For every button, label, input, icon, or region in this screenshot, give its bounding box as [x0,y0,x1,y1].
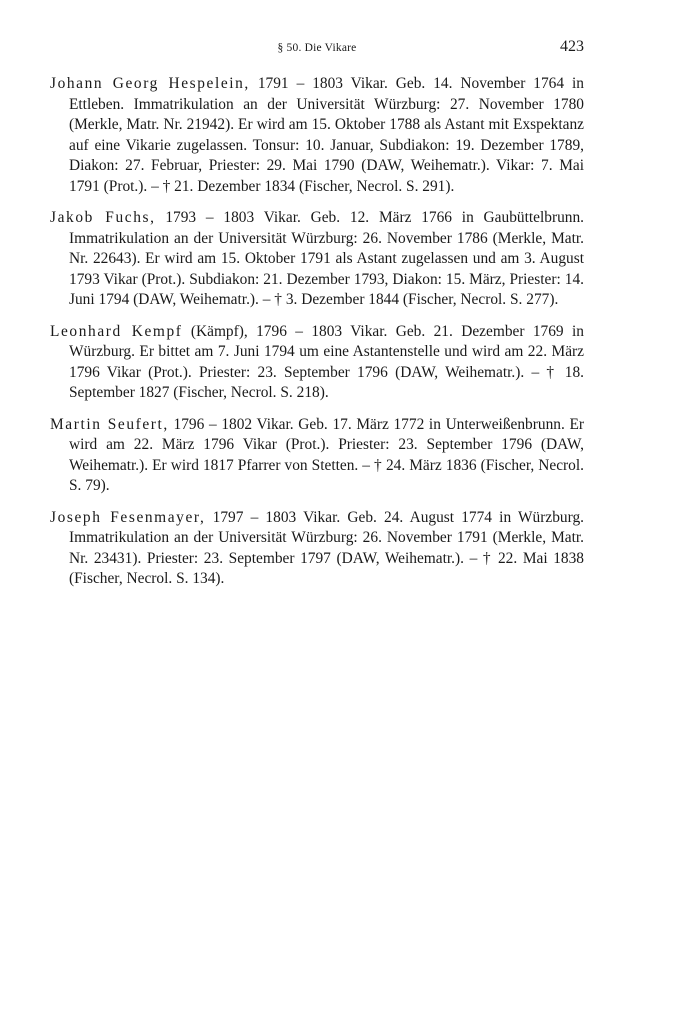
vicar-biography: (Kämpf), 1796 – 1803 Vikar. Geb. 21. Dezember 1769 in Würzburg. Er bittet am 7. Juni 1794 um eine Astantenstelle und wird am 22. März 1796 Vikar (Prot.). Priester: 23. September 1796 (DAW, Weihematr.). – † 18. September 1827 (Fischer, Necrol. S. 218). [69,322,584,401]
vicar-entry [50,74,584,197]
section-title: § 50. Die Vikare [277,42,357,54]
running-header [50,38,584,62]
vicar-entry [50,322,584,404]
vicar-biography: 1796 – 1802 Vikar. Geb. 17. März 1772 in Unterweißenbrunn. Er wird am 22. März 1796 Vikar (Prot.). Priester: 23. September 1796 (DAW, Weihematr.). Er wird 1817 Pfarrer von Stetten. – † 24. März 1836 (Fischer, Necrol. S. 79). [69,415,585,494]
vicar-name: Jakob Fuchs, [50,209,156,226]
vicar-name: Martin Seufert, [50,415,169,433]
vicar-biography: 1791 – 1803 Vikar. Geb. 14. November 1764 in Ettleben. Immatrikulation an der Universität Würzburg: 27. November 1780 (Merkle, Matr. Nr. 21942). Er wird am 15. Oktober 1788 als Astant mit Exspektanz auf eine Vikarie zugelassen. Tonsur: 10. Januar, Subdiakon: 19. Dezember 1789, Diakon: 27. Februar, Priester: 29. Mai 1790 (DAW, Weihematr.). Vikar: 7. Mai 1791 (Prot.). – † 21. Dezember 1834 (Fischer, Necrol. S. 291). [69,75,584,195]
vicar-name: Johann Georg Hespelein, [50,75,250,92]
book-page [50,38,584,601]
vicar-entry [50,508,584,590]
vicar-entry [50,415,584,497]
vicar-biography: 1797 – 1803 Vikar. Geb. 24. August 1774 in Würzburg. Immatrikulation an der Universität Würzburg: 26. November 1791 (Merkle, Matr. Nr. 23431). Priester: 23. September 1797 (DAW, Weihematr.). – † 22. Mai 1838 (Fischer, Necrol. S. 134). [69,508,584,587]
vicar-entries [50,74,584,590]
page-number: 423 [560,38,584,55]
vicar-name: Leonhard Kempf [50,322,183,340]
vicar-entry [50,208,584,311]
vicar-biography: 1793 – 1803 Vikar. Geb. 12. März 1766 in Gaubüttelbrunn. Immatrikulation an der Universität Würzburg: 26. November 1786 (Merkle, Matr. Nr. 22643). Er wird am 15. Oktober 1791 als Astant zugelassen und am 3. August 1793 Vikar (Prot.). Subdiakon: 21. Dezember 1793, Diakon: 15. März, Priester: 14. Juni 1794 (DAW, Weihematr.). – † 3. Dezember 1844 (Fischer, Necrol. S. 277). [69,209,585,308]
vicar-name: Joseph Fesenmayer, [50,508,206,526]
